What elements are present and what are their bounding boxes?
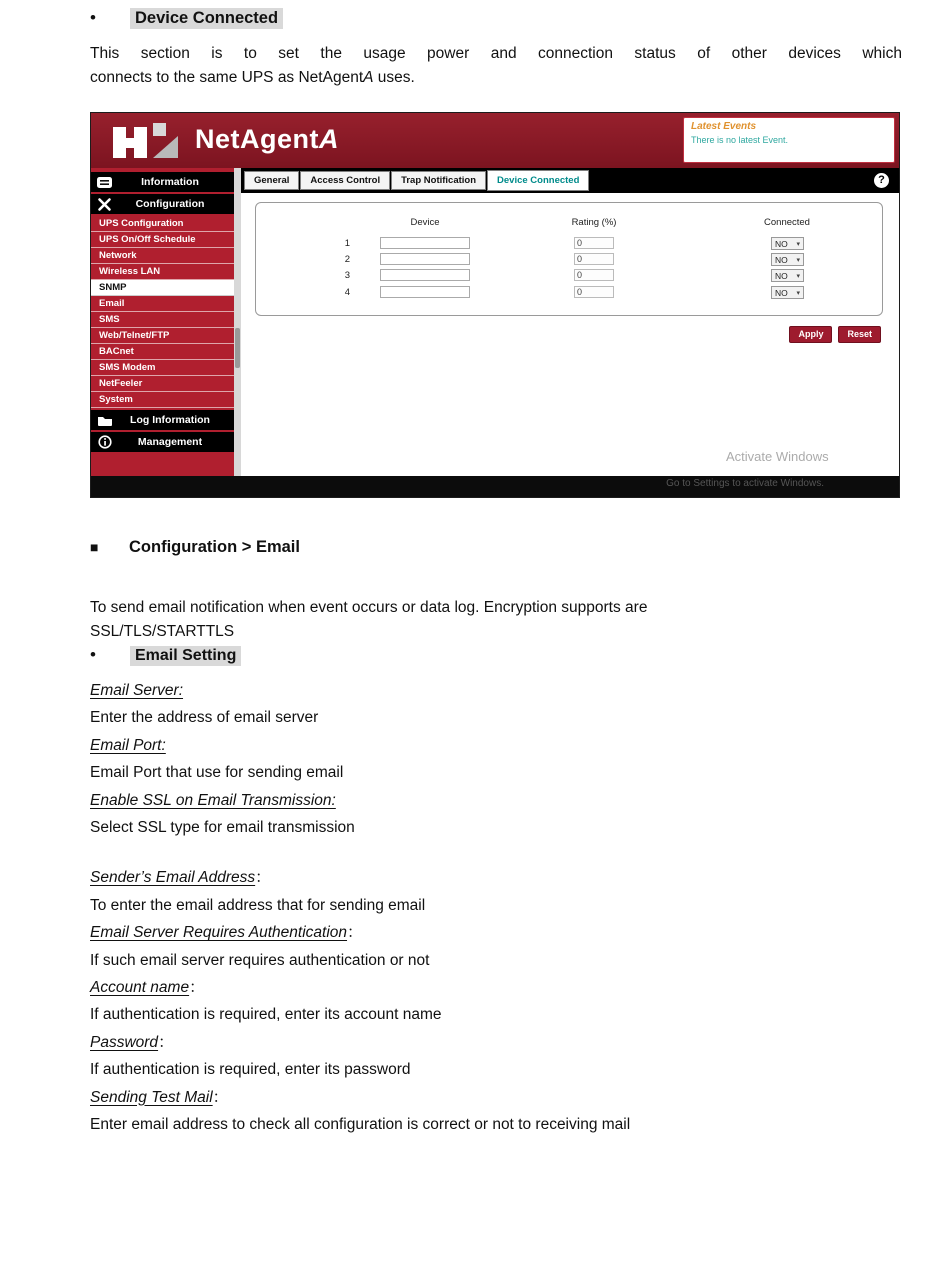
definition-term	[90, 677, 902, 704]
sidebar-item-label: Information	[141, 176, 199, 188]
netagent-logo-icon	[113, 121, 179, 166]
connected-value: NO	[775, 287, 788, 298]
definition-description: Enter the address of email server	[90, 709, 319, 727]
bullet-glyph: •	[90, 8, 96, 27]
email-settings-definition-list	[90, 677, 902, 1139]
row-number: 4	[344, 287, 350, 298]
sidebar-item-ups-onoff-schedule[interactable]: UPS On/Off Schedule	[91, 232, 234, 248]
connected-select[interactable]	[771, 286, 804, 299]
definition-term	[90, 974, 902, 1001]
app-footer-bar	[91, 476, 899, 498]
tab-bar	[241, 168, 899, 193]
definition-description: Select SSL type for email transmission	[90, 819, 355, 837]
action-buttons	[789, 326, 881, 343]
connected-select[interactable]	[771, 237, 804, 250]
sidebar-item-sms[interactable]: SMS	[91, 312, 234, 328]
info-circle-icon	[91, 435, 118, 449]
dropdown-arrow-icon: ▾	[796, 256, 800, 264]
reset-button[interactable]: Reset	[838, 326, 881, 343]
rating-input[interactable]	[574, 253, 614, 265]
sidebar-item-wireless-lan[interactable]: Wireless LAN	[91, 264, 234, 280]
sidebar-item-email[interactable]: Email	[91, 296, 234, 312]
definition-description: Email Port that use for sending email	[90, 764, 344, 782]
definition-description: If authentication is required, enter its password	[90, 1061, 411, 1079]
device-name-input[interactable]	[380, 253, 470, 265]
paragraph-line: This section is to set the usage power and connection status of other devices which	[90, 45, 902, 62]
column-header-connected: Connected	[764, 217, 810, 228]
row-number: 3	[344, 270, 350, 281]
column-header-device: Device	[410, 217, 440, 228]
definition-description: If authentication is required, enter its account name	[90, 1006, 442, 1024]
paragraph-line	[90, 66, 902, 90]
sidebar-item-network[interactable]: Network	[91, 248, 234, 264]
sidebar-item-configuration[interactable]	[91, 194, 234, 214]
spacer	[90, 841, 902, 864]
device-name-input[interactable]	[380, 237, 470, 249]
tab-access-control[interactable]: Access Control	[300, 171, 390, 190]
brand-suffix: A	[319, 124, 339, 154]
section-title: Configuration > Email	[129, 538, 300, 556]
term-colon: ：	[158, 1033, 174, 1051]
folder-icon	[91, 414, 118, 426]
netagent-screenshot	[90, 112, 900, 498]
section-heading-device-connected	[90, 8, 283, 29]
term-text: Password	[90, 1033, 159, 1051]
term-colon: ：	[212, 1088, 229, 1106]
information-icon	[91, 176, 118, 189]
connected-select[interactable]	[771, 253, 804, 266]
apply-button[interactable]: Apply	[789, 326, 832, 343]
dropdown-arrow-icon: ▾	[796, 289, 800, 297]
connected-value: NO	[775, 270, 788, 281]
definition-description: Enter email address to check all configuration is correct or not to receiving mail	[90, 1116, 631, 1134]
sidebar-item-ups-configuration[interactable]: UPS Configuration	[91, 216, 234, 232]
device-row	[256, 253, 882, 267]
app-body	[91, 168, 899, 476]
definition-term	[90, 787, 902, 814]
paragraph-line: SSL/TLS/STARTTLS	[90, 623, 235, 640]
tab-trap-notification[interactable]: Trap Notification	[391, 171, 486, 190]
device-row	[256, 269, 882, 283]
activate-windows-watermark: Activate Windows	[726, 449, 829, 464]
tab-device-connected[interactable]: Device Connected	[487, 170, 589, 191]
definition-description: To enter the email address that for sending email	[90, 896, 426, 914]
section-heading-configuration-email	[90, 538, 300, 557]
sidebar	[91, 168, 234, 476]
definition-description: If such email server requires authentication or not	[90, 951, 430, 969]
paragraph-text: connects to the same UPS as NetAgent	[90, 68, 364, 86]
sidebar-item-log-information[interactable]	[91, 410, 234, 430]
app-header	[91, 113, 899, 168]
dropdown-arrow-icon: ▾	[796, 240, 800, 248]
term-text: Enable SSL on Email Transmission:	[90, 791, 336, 809]
section-title: Device Connected	[130, 8, 283, 29]
sidebar-item-label: Log Information	[130, 414, 210, 426]
definition-term	[90, 732, 902, 759]
connected-select[interactable]	[771, 269, 804, 282]
device-connected-paragraph	[90, 42, 902, 89]
definition-term	[90, 919, 902, 946]
tab-general[interactable]: General	[244, 171, 299, 190]
connected-value: NO	[775, 254, 788, 265]
sidebar-item-sms-modem[interactable]: SMS Modem	[91, 360, 234, 376]
device-row	[256, 237, 882, 251]
term-text: Sending Test Mail	[90, 1088, 213, 1106]
sidebar-item-web-telnet-ftp[interactable]: Web/Telnet/FTP	[91, 328, 234, 344]
sidebar-item-system[interactable]: System	[91, 392, 234, 408]
rating-input[interactable]	[574, 237, 614, 249]
connected-value: NO	[775, 238, 788, 249]
term-text: Sender’s Email Address	[90, 869, 256, 887]
column-header-rating: Rating (%)	[571, 217, 617, 228]
term-text: Email Server Requires Authentication	[90, 924, 348, 942]
sidebar-scrollbar[interactable]	[234, 168, 241, 476]
sidebar-item-information[interactable]	[91, 172, 234, 192]
sidebar-filler	[91, 454, 234, 476]
definition-term	[90, 864, 902, 891]
section-title: Email Setting	[130, 646, 241, 666]
scrollbar-thumb[interactable]	[235, 328, 240, 368]
section-heading-email-setting	[90, 645, 241, 666]
row-number: 1	[344, 238, 350, 249]
term-text: Email Server:	[90, 682, 184, 699]
brand-title	[195, 124, 339, 155]
dropdown-arrow-icon: ▾	[796, 272, 800, 280]
latest-events-box	[683, 117, 895, 163]
latest-events-message: There is no latest Event.	[691, 135, 789, 145]
definition-term	[90, 1084, 902, 1111]
term-colon: ：	[189, 979, 205, 997]
definition-term	[90, 1029, 902, 1056]
term-colon: ：	[255, 869, 271, 887]
brand-prefix: NetAgent	[195, 124, 319, 154]
activate-windows-watermark-line2: Go to Settings to activate Windows.	[666, 478, 824, 489]
tools-icon	[91, 197, 118, 212]
bullet-glyph: •	[90, 645, 96, 664]
row-number: 2	[344, 254, 350, 265]
sidebar-item-management[interactable]	[91, 432, 234, 452]
help-icon[interactable]: ?	[874, 173, 889, 188]
paragraph-line: To send email notification when event occurs or data log. Encryption supports are	[90, 599, 648, 616]
device-name-input[interactable]	[380, 269, 470, 281]
sidebar-item-snmp[interactable]: SNMP	[91, 280, 234, 296]
device-row	[256, 286, 882, 300]
email-intro-paragraph	[90, 596, 862, 644]
term-text: Account name	[90, 979, 190, 997]
brand-italic-a: A	[363, 68, 374, 86]
term-text: Email Port:	[90, 736, 166, 754]
rating-input[interactable]	[574, 286, 614, 298]
main-area	[241, 168, 899, 476]
device-connected-panel	[255, 202, 883, 316]
term-colon: ：	[347, 924, 363, 942]
sidebar-item-label: Configuration	[135, 198, 205, 210]
sidebar-item-label: Management	[137, 436, 203, 448]
latest-events-title: Latest Events	[691, 121, 757, 132]
sidebar-item-bacnet[interactable]: BACnet	[91, 344, 234, 360]
tab-content	[241, 193, 899, 476]
paragraph-text: uses.	[373, 68, 415, 86]
device-name-input[interactable]	[380, 286, 470, 298]
square-bullet-glyph: ■	[90, 539, 99, 555]
sidebar-item-netfeeler[interactable]: NetFeeler	[91, 376, 234, 392]
rating-input[interactable]	[574, 269, 614, 281]
